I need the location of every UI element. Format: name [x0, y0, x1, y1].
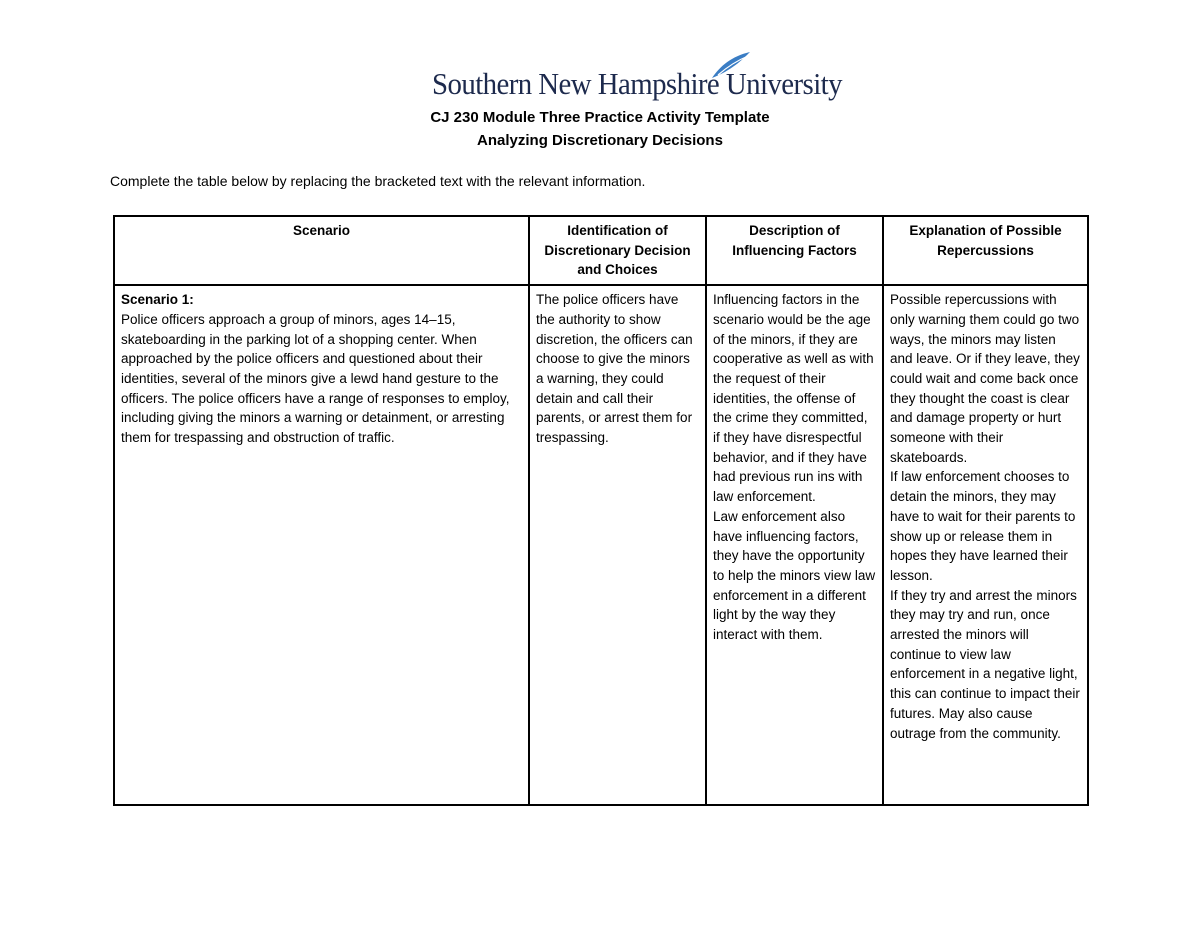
cell-repercussions [883, 285, 1088, 805]
scenario-label: Scenario 1: [121, 292, 194, 308]
factors-text: Influencing factors in the scenario would be the age of the minors, if they are cooperative as well as with the request of their identities, the offense of the crime they committed, if they have disrespectful behavior, and if they have had previous run ins with law enforcement. Law enforcement also have influencing factors, they have the opportunity to help the minors view law enforcement in a different light by the way they interact with them. [713, 292, 876, 643]
cell-identification [529, 285, 706, 805]
identification-text: The police officers have the authority to show discretion, the officers can choose to give the minors a warning, they could detain and call their parents, or arrest them for trespassing. [536, 292, 693, 446]
header-identification: Identification of Discretionary Decision and Choices [529, 216, 706, 285]
table-header-row [114, 216, 1088, 285]
analysis-table [113, 215, 1089, 806]
cell-scenario [114, 285, 529, 805]
table-row [114, 285, 1088, 805]
header-scenario: Scenario [114, 216, 529, 285]
logo-wordmark: Southern New Hampshire University [432, 66, 842, 101]
document-title: CJ 230 Module Three Practice Activity Template [430, 109, 770, 126]
document-subtitle: Analyzing Discretionary Decisions [477, 132, 723, 149]
repercussions-text: Possible repercussions with only warning them could go two ways, the minors may listen and leave. Or if they leave, they could wait and come back once they thought the coast is clear and damage property or hurt someone with their skateboards. If law enforcement chooses to detain the minors, they may have to wait for their parents to show up or release them in hopes they have learned their lesson. If they try and arrest the minors they may try and run, once arrested the minors will continue to view law enforcement in a negative light, this can continue to impact their futures. May also cause outrage from the community. [890, 292, 1080, 741]
header-factors: Description of Influencing Factors [706, 216, 883, 285]
scenario-text: Police officers approach a group of minors, ages 14–15, skateboarding in the parking lot of a shopping center. When approached by the police officers and questioned about their identities, several of the minors give a lewd hand gesture to the officers. The police officers have a range of responses to employ, including giving the minors a warning or detainment, or arresting them for trespassing and obstruction of traffic. [121, 311, 510, 446]
leaf-icon [708, 50, 752, 80]
university-logo [432, 50, 842, 106]
cell-factors [706, 285, 883, 805]
instructions-text: Complete the table below by replacing the bracketed text with the relevant information. [110, 173, 646, 189]
header-repercussions: Explanation of Possible Repercussions [883, 216, 1088, 285]
